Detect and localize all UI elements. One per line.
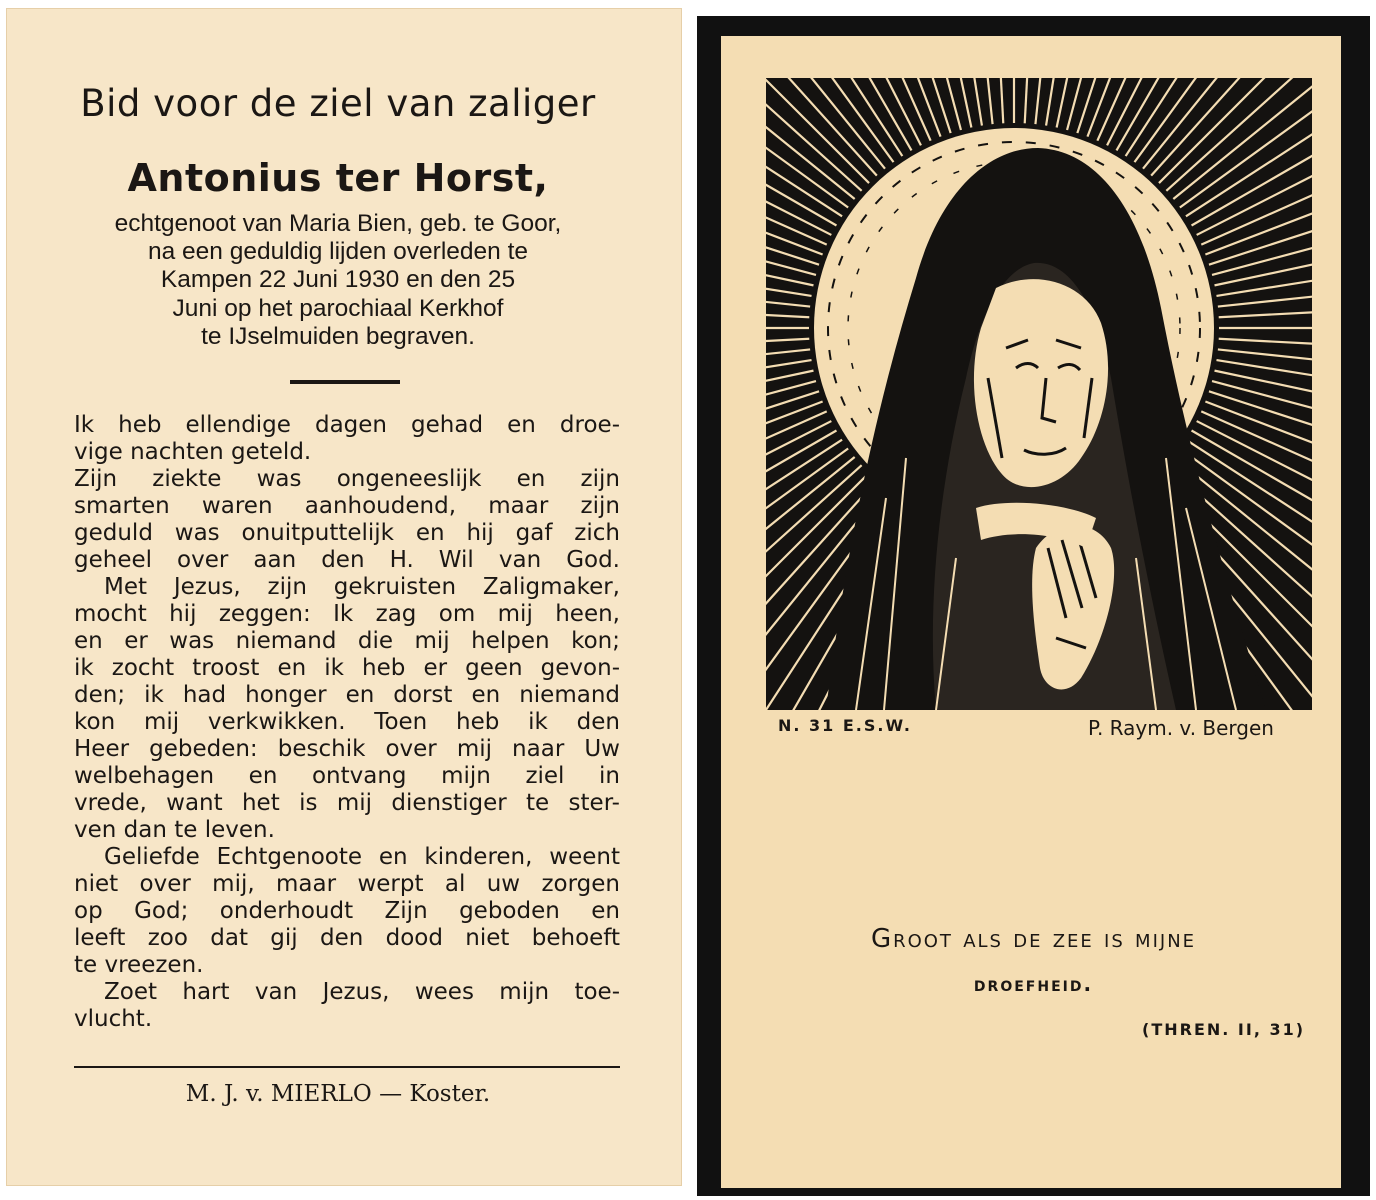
text-line: te vreezen. (74, 952, 204, 978)
text-line: welbehagen en ontvang mijn ziel in (74, 763, 620, 789)
prayer-text (74, 412, 620, 1033)
info-line: te IJselmuiden begraven. (201, 322, 475, 350)
printer-credit: M. J. v. MIERLO — Koster. (185, 1081, 491, 1107)
text-line: ven dan te leven. (74, 817, 275, 843)
madonna-woodcut-image (766, 78, 1312, 710)
text-line: geheel over aan den H. Wil van God. (74, 547, 620, 573)
info-line: echtgenoot van Maria Bien, geb. te Goor, (114, 210, 562, 237)
text-line: vige nachten geteld. (74, 439, 312, 465)
footer-divider (74, 1066, 620, 1068)
text-line: vlucht. (74, 1006, 153, 1032)
divider (290, 380, 400, 384)
text-line: op God; onderhoudt Zijn geboden en (74, 898, 620, 924)
text-line: geduld was onuitputtelijk en hij gaf zich (74, 520, 620, 546)
text-line: leeft zoo dat gij den dood niet behoeft (74, 925, 620, 951)
text-line: niet over mij, maar werpt al uw zorgen (74, 871, 620, 897)
card-series-number: N. 31 E.S.W. (778, 716, 912, 735)
text-line: Ik heb ellendige dagen gehad en droe- (74, 412, 620, 438)
text-line: vrede, want het is mij dienstiger te ster- (74, 790, 620, 816)
text-line: kon mij verkwikken. Toen heb ik den (74, 709, 620, 735)
info-line: Juni op het parochiaal Kerkhof (172, 294, 504, 322)
card-heading: Bid voor de ziel van zaliger (80, 82, 596, 125)
verse-line: droefheid. (973, 972, 1094, 996)
text-line: Geliefde Echtgenoote en kinderen, weent (104, 844, 620, 870)
text-line: en er was niemand die mij helpen kon; (74, 628, 620, 654)
text-line: mocht hij zeggen: Ik zag om mij heen, (74, 601, 620, 627)
text-line: Heer gebeden: beschik over mij naar Uw (74, 736, 620, 762)
info-line: na een geduldig lijden overleden te (147, 238, 529, 266)
verse-line: Groot als de zee is mijne (870, 924, 1197, 954)
artist-credit: P. Raym. v. Bergen (1088, 716, 1274, 740)
text-line: Met Jezus, zijn gekruisten Zaligmaker, (104, 574, 620, 600)
deceased-info (0, 210, 676, 351)
text-line: ik zocht troost en ik heb er geen gevon- (74, 655, 620, 681)
info-line: Kampen 22 Juni 1930 en den 25 (160, 266, 516, 294)
text-line: den; ik had honger en dorst en niemand (74, 682, 620, 708)
text-line: Zijn ziekte was ongeneeslijk en zijn (74, 466, 620, 492)
verse-reference: (THREN. II, 31) (1142, 1020, 1306, 1039)
deceased-name: Antonius ter Horst, (127, 156, 549, 200)
text-line: smarten waren aanhoudend, maar zijn (74, 493, 620, 519)
text-line: Zoet hart van Jezus, wees mijn toe- (104, 979, 620, 1005)
